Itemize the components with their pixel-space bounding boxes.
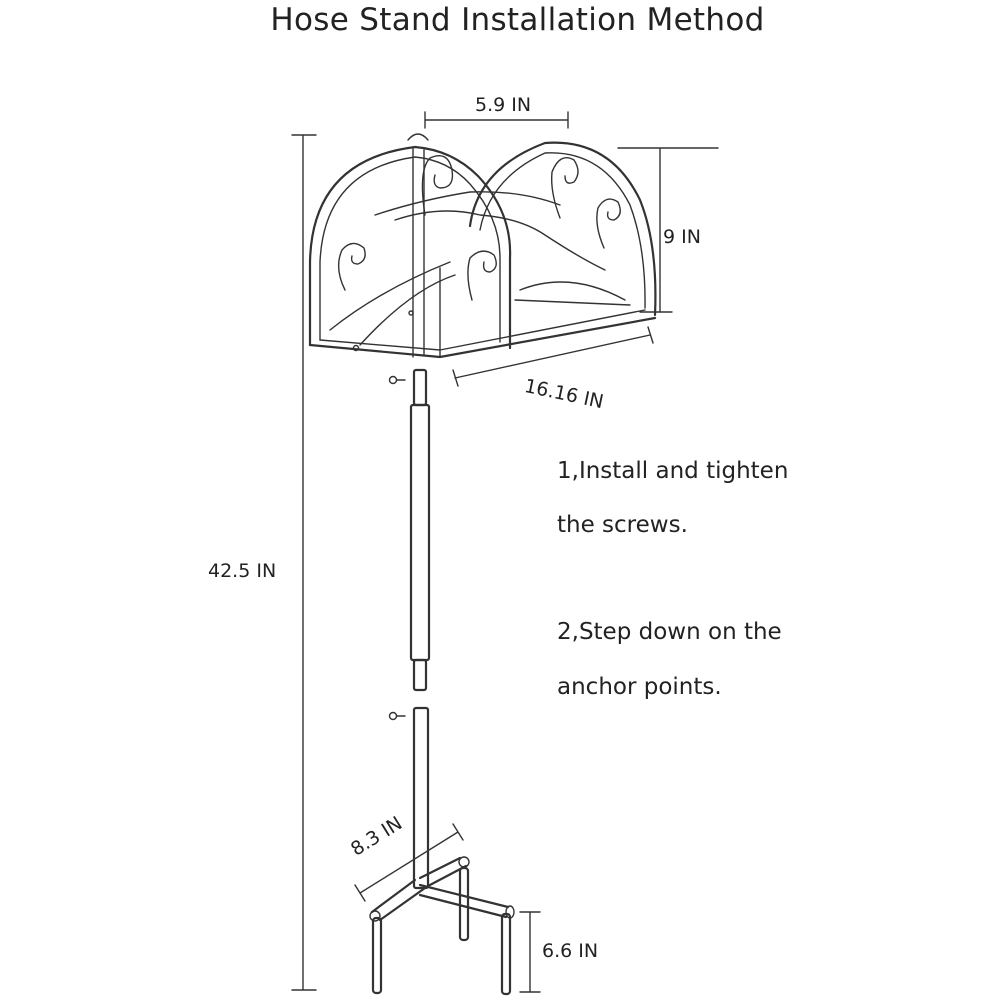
step-2-line-2: anchor points. [557, 674, 722, 700]
lower-pole [414, 708, 428, 888]
page-title: Hose Stand Installation Method [270, 2, 765, 38]
step-1-line-2: the screws. [557, 512, 688, 538]
screw-icon-lower [390, 713, 406, 720]
reel-width-label: 5.9 IN [475, 94, 532, 116]
total-height-label: 42.5 IN [208, 560, 277, 582]
step-1-line-1: 1,Install and tighten [557, 458, 789, 484]
stake-length-label: 6.6 IN [542, 940, 599, 962]
hose-reel-illustration [310, 134, 655, 357]
base-width-label: 8.3 IN [347, 812, 407, 861]
reel-height-label: 9 IN [663, 226, 701, 248]
upper-pole [411, 370, 429, 690]
step-2-line-1: 2,Step down on the [557, 619, 782, 645]
screw-icon-upper [390, 377, 406, 384]
ground-base-stand [370, 857, 514, 994]
reel-length-label: 16.16 IN [522, 375, 606, 414]
